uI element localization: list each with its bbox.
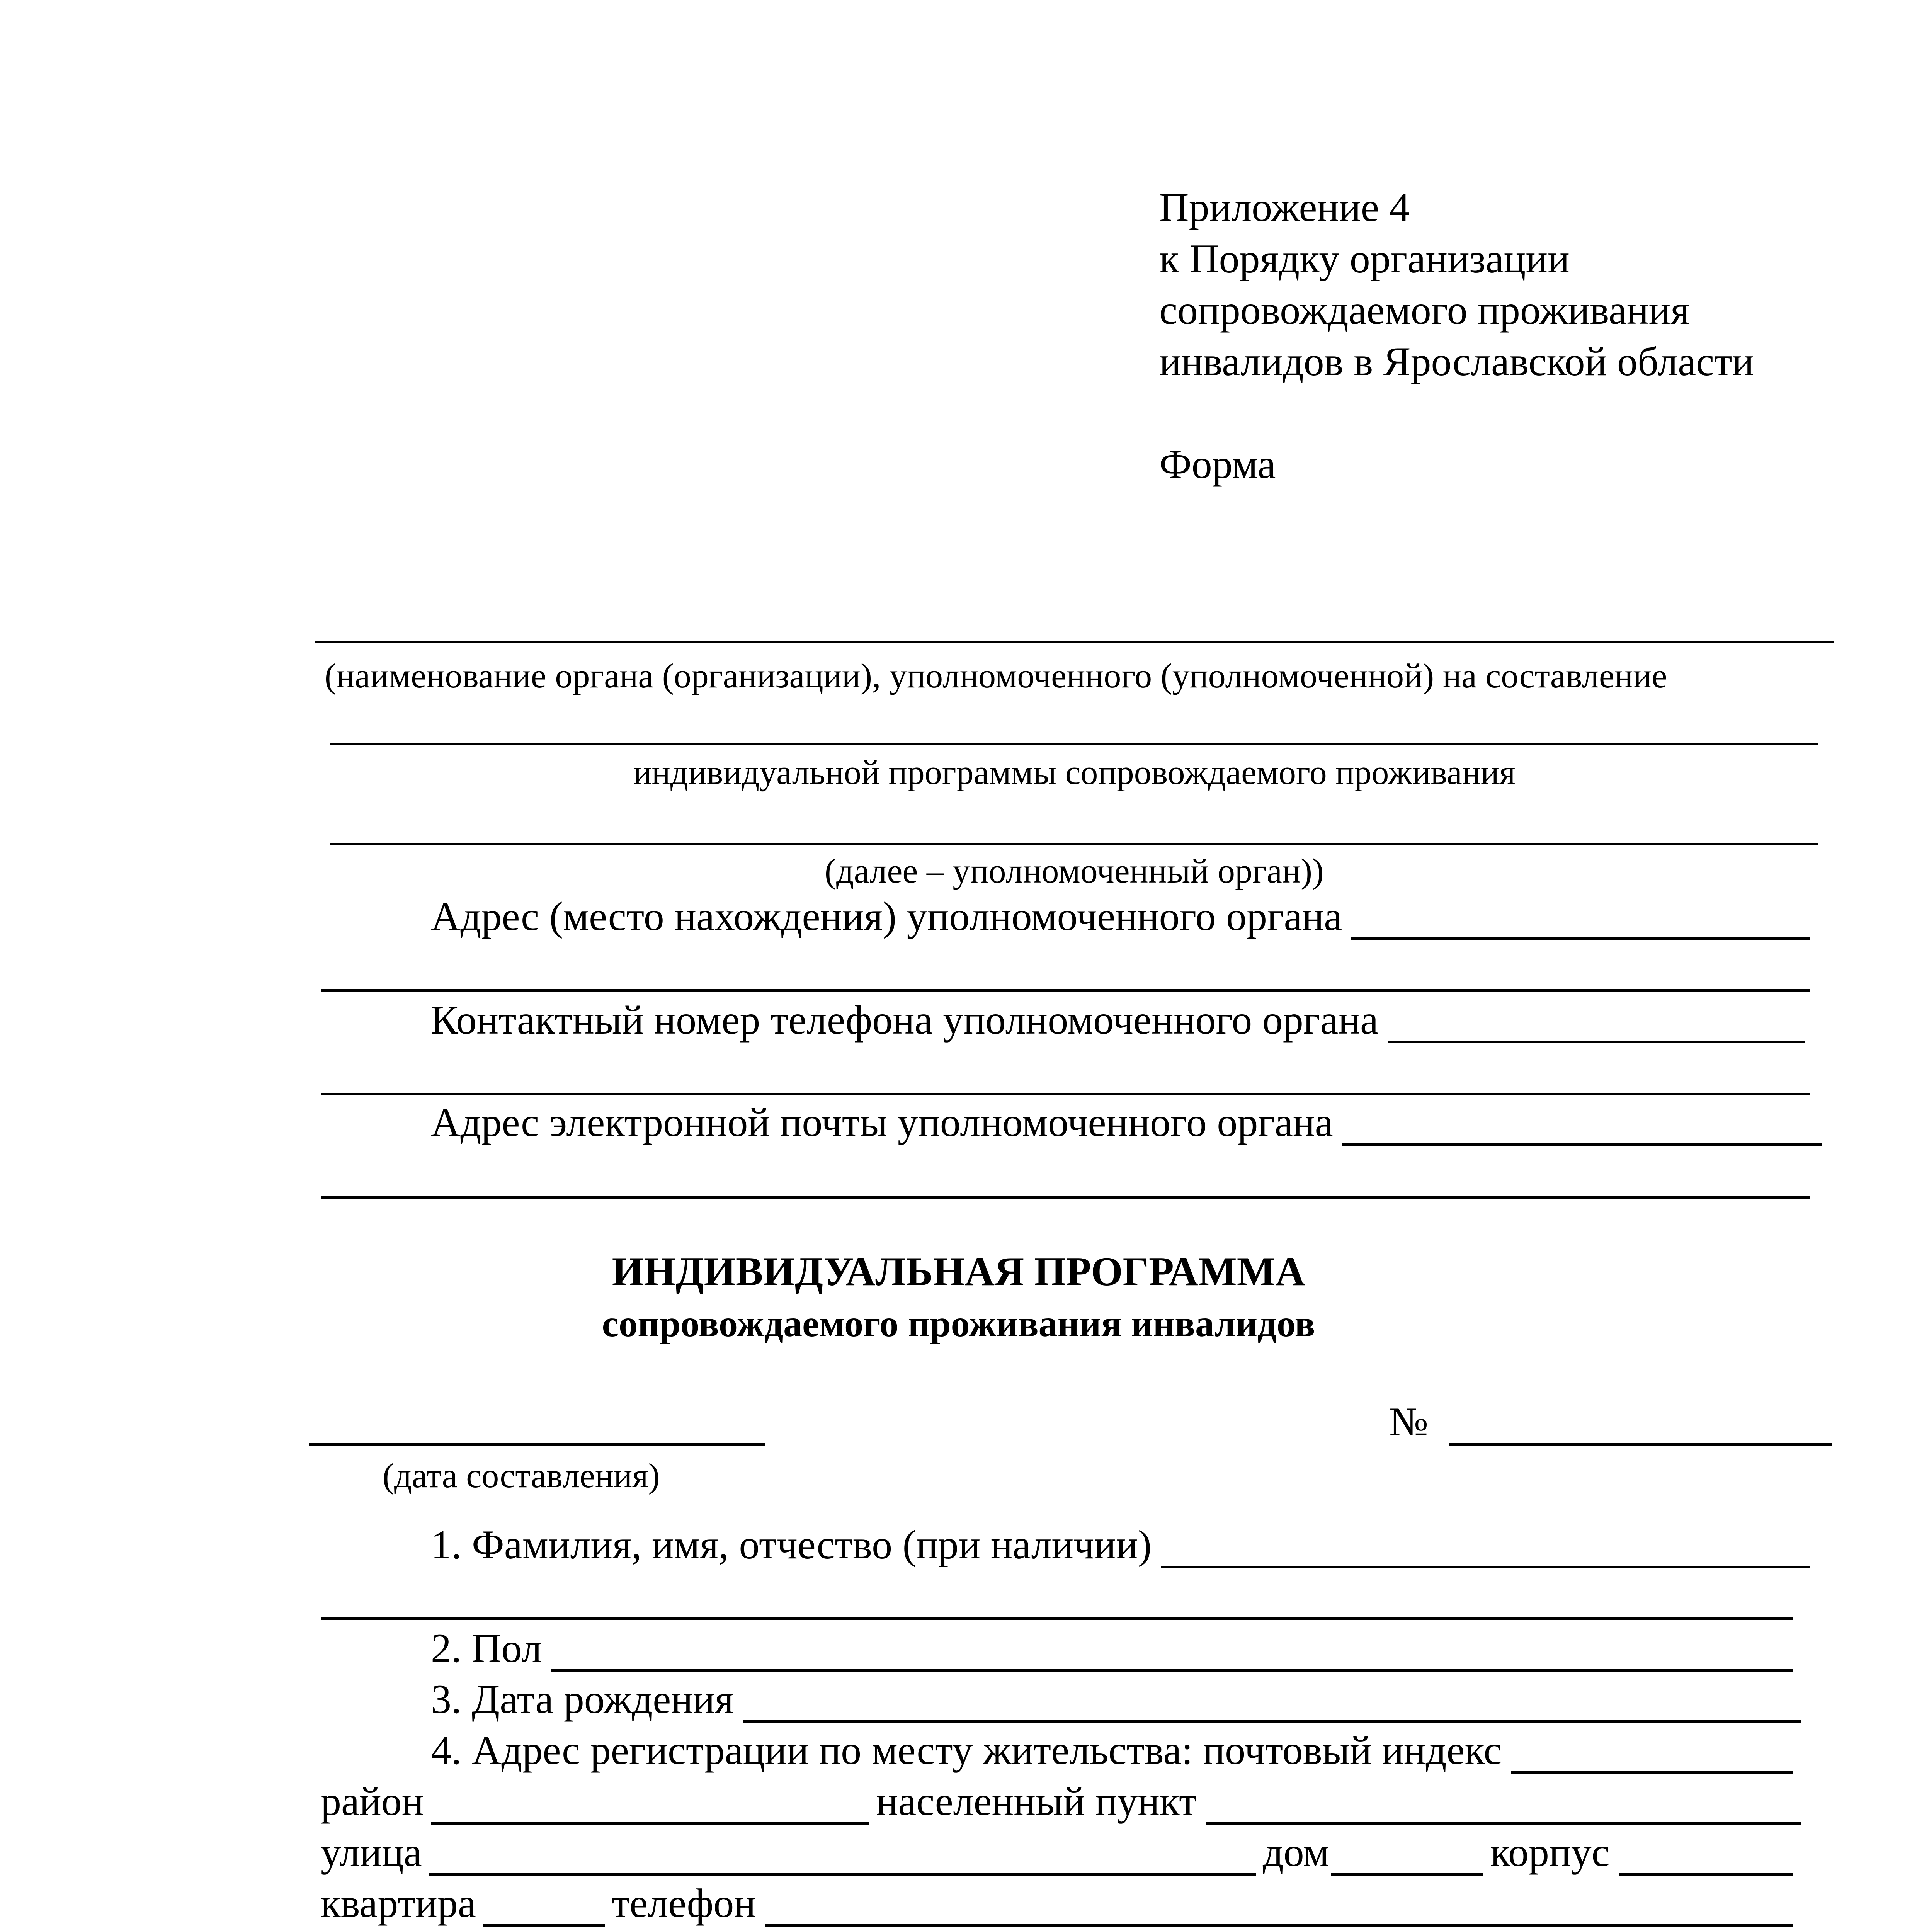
reg-apartment-label: квартира (321, 1881, 476, 1926)
reg-postal-label: 4. Адрес регистрации по месту жительства: почтовый индекс (431, 1728, 1502, 1773)
organ-phone-field[interactable] (1388, 1006, 1805, 1043)
organ-phone-row (431, 997, 1805, 1043)
number-field[interactable] (1449, 1443, 1832, 1446)
date-caption: (дата составления) (383, 1457, 660, 1495)
organ-email-line[interactable] (321, 1196, 1810, 1199)
reg-settlement-label: населенный пункт (876, 1779, 1197, 1824)
organ-address-line[interactable] (321, 989, 1810, 992)
organ-caption: (далее – уполномоченный орган)) (825, 852, 1324, 890)
organ-address-row (431, 893, 1810, 940)
sex-row (431, 1625, 1793, 1672)
reg-district-field[interactable] (431, 1787, 869, 1825)
appendix-line: Приложение 4 (1159, 185, 1410, 230)
fio-label: 1. Фамилия, имя, отчество (при наличии) (431, 1522, 1152, 1567)
sex-field[interactable] (551, 1634, 1793, 1672)
organ-address-field[interactable] (1351, 903, 1810, 940)
number-sign: № (1389, 1399, 1429, 1444)
organ-email-label: Адрес электронной почты уполномоченного органа (431, 1100, 1333, 1145)
fio-line[interactable] (321, 1617, 1793, 1620)
reg-phone-field[interactable] (765, 1889, 1793, 1927)
organ-name-line[interactable] (330, 743, 1818, 745)
appendix-line: инвалидов в Ярославской области (1159, 339, 1754, 384)
organ-phone-label: Контактный номер телефона уполномоченного органа (431, 997, 1379, 1043)
reg-house-field[interactable] (1331, 1838, 1483, 1876)
organ-name-line[interactable] (315, 641, 1834, 643)
reg-building-field[interactable] (1619, 1838, 1793, 1876)
organ-name-line[interactable] (330, 843, 1818, 845)
reg-house-label: дом (1262, 1830, 1329, 1875)
organ-address-label: Адрес (место нахождения) уполномоченного органа (431, 894, 1342, 939)
appendix-line: к Порядку организации (1159, 236, 1570, 281)
birth-date-label: 3. Дата рождения (431, 1677, 734, 1722)
organ-phone-line[interactable] (321, 1093, 1810, 1095)
reg-building-label: корпус (1490, 1830, 1610, 1875)
appendix-header (1159, 182, 1754, 490)
reg-postal-row (431, 1727, 1793, 1774)
fio-field[interactable] (1161, 1531, 1810, 1568)
sex-label: 2. Пол (431, 1626, 542, 1671)
document-title: ИНДИВИДУАЛЬНАЯ ПРОГРАММА (612, 1249, 1305, 1294)
reg-district-label: район (321, 1779, 424, 1824)
form-label: Форма (1159, 442, 1276, 487)
birth-date-row (431, 1676, 1801, 1723)
reg-street-row (321, 1829, 1793, 1876)
fio-row (431, 1522, 1810, 1568)
organ-caption: индивидуальной программы сопровождаемого проживания (633, 753, 1516, 792)
organ-email-field[interactable] (1342, 1109, 1822, 1146)
reg-apartment-field[interactable] (483, 1889, 605, 1927)
reg-apartment-row (321, 1880, 1793, 1927)
document-subtitle: сопровождаемого проживания инвалидов (602, 1303, 1315, 1345)
reg-street-label: улица (321, 1830, 422, 1875)
reg-settlement-field[interactable] (1206, 1787, 1801, 1825)
organ-caption: (наименование органа (организации), уполномоченного (уполномоченной) на составление (325, 657, 1667, 695)
date-field[interactable] (309, 1443, 765, 1446)
reg-street-field[interactable] (429, 1838, 1256, 1876)
reg-district-row (321, 1778, 1801, 1825)
appendix-line: сопровождаемого проживания (1159, 287, 1690, 333)
birth-date-field[interactable] (743, 1685, 1801, 1723)
reg-phone-label: телефон (611, 1881, 756, 1926)
reg-postal-field[interactable] (1511, 1736, 1793, 1774)
organ-email-row (431, 1099, 1822, 1146)
